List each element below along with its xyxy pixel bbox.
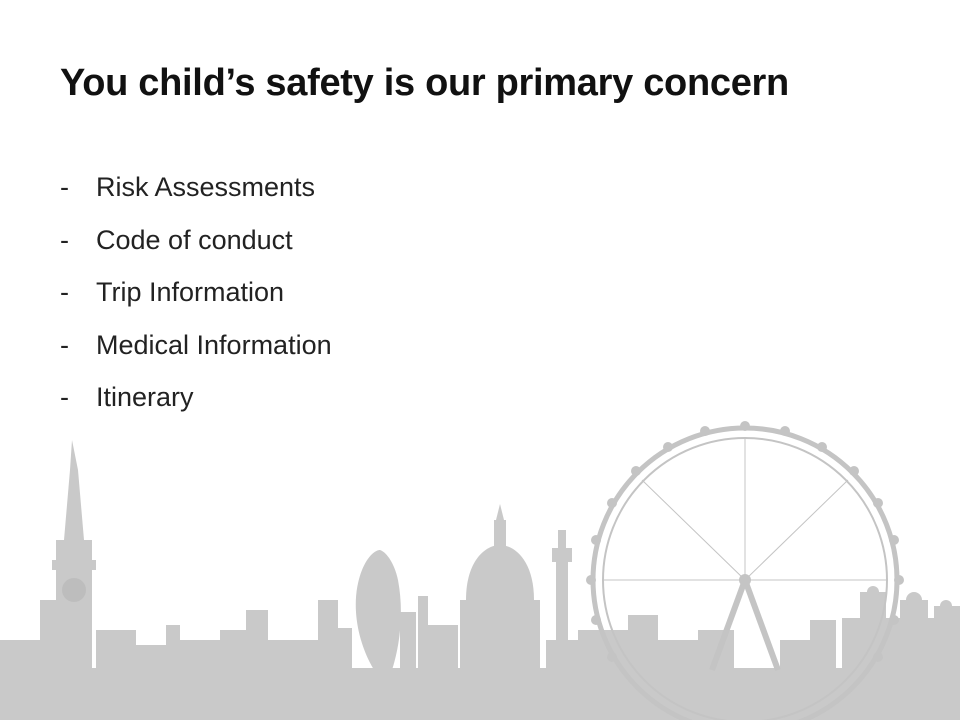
bullet-text: Trip Information xyxy=(96,277,285,307)
bullet-text: Medical Information xyxy=(96,329,332,360)
list-item xyxy=(60,225,332,278)
list-item xyxy=(60,330,332,383)
list-item xyxy=(60,172,332,225)
bullet-dash: - xyxy=(60,382,69,412)
bullet-text: Code of conduct xyxy=(96,224,293,255)
bullet-dash: - xyxy=(60,172,69,202)
list-item xyxy=(60,277,332,330)
list-item xyxy=(60,382,332,435)
bullet-dash: - xyxy=(60,224,69,255)
bullet-text: Risk Assessments xyxy=(96,172,316,202)
bullet-dash: - xyxy=(60,277,69,307)
bullet-list xyxy=(60,172,332,435)
bullet-dash: - xyxy=(60,329,69,360)
slide-title: You child’s safety is our primary concern xyxy=(60,62,789,104)
bullet-text: Itinerary xyxy=(96,382,194,412)
